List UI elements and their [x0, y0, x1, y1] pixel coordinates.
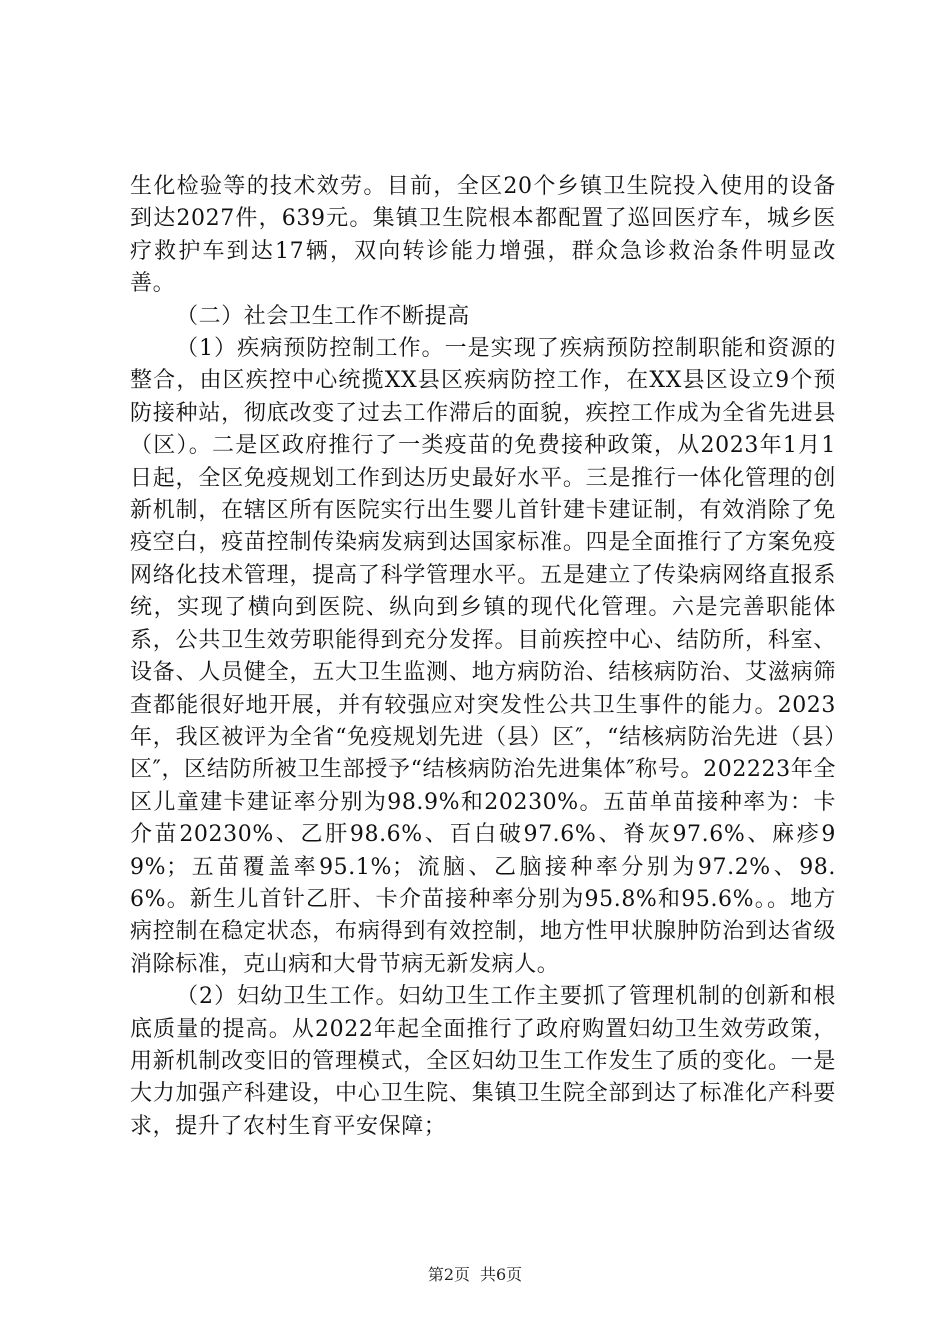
section-heading: （二）社会卫生工作不断提高 [176, 303, 470, 329]
paragraph-maternal-child-health: （2）妇幼卫生工作。妇幼卫生工作主要抓了管理机制的创新和根底质量的提高。从2022年起全面推行了政府购置妇幼卫生效劳政策，用新机制改变旧的管理模式，全区妇幼卫生工作发生了质的变化。一是大力加强产科建设，中心卫生院、集镇卫生院全部到达了标准化产科要求，提升了农村生育平安保障； [130, 984, 836, 1139]
document-body [130, 171, 836, 1143]
paragraph-disease-control: （1）疾病预防控制工作。一是实现了疾病预防控制职能和资源的整合，由区疾控中心统揽XX县区疾病防控工作，在XX县区设立9个预防接种站，彻底改变了过去工作滞后的面貌，疾控工作成为全省先进县（区）。二是区政府推行了一类疫苗的免费接种政策，从2023年1月1日起，全区免疫规划工作到达历史最好水平。三是推行一体化管理的创新机制，在辖区所有医院实行出生婴儿首针建卡建证制，有效消除了免疫空白，疫苗控制传染病发病到达国家标准。四是全面推行了方案免疫网络化技术管理，提高了科学管理水平。五是建立了传染病网络直报系统，实现了横向到医院、纵向到乡镇的现代化管理。六是完善职能体系，公共卫生效劳职能得到充分发挥。目前疾控中心、结防所，科室、设备、人员健全，五大卫生监测、地方病防治、结核病防治、艾滋病筛查都能很好地开展，并有较强应对突发性公共卫生事件的能力。2023年，我区被评为全省“免疫规划先进（县）区″，“结核病防治先进（县）区″，区结防所被卫生部授予“结核病防治先进集体″称号。202223年全区儿童建卡建证率分别为98.9%和20230%。五苗单苗接种率为：卡介苗20230%、乙肝98.6%、百白破97.6%、脊灰97.6%、麻疹99%；五苗覆盖率95.1%；流脑、乙脑接种率分别为97.2%、98.6%。新生儿首针乙肝、卡介苗接种率分别为95.8%和95.6%。。地方病控制在稳定状态，布病得到有效控制，地方性甲状腺肿防治到达省级消除标准，克山病和大骨节病无新发病人。 [130, 336, 836, 977]
page-number: 第2页 [427, 1265, 470, 1284]
page-footer [0, 1265, 950, 1285]
page-total: 共6页 [480, 1265, 523, 1284]
paragraph-equipment: 生化检验等的技术效劳。目前，全区20个乡镇卫生院投入使用的设备到达2027件，639元。集镇卫生院根本都配置了巡回医疗车，城乡医疗救护车到达17辆，双向转诊能力增强，群众急诊救治条件明显改善。 [130, 174, 836, 297]
